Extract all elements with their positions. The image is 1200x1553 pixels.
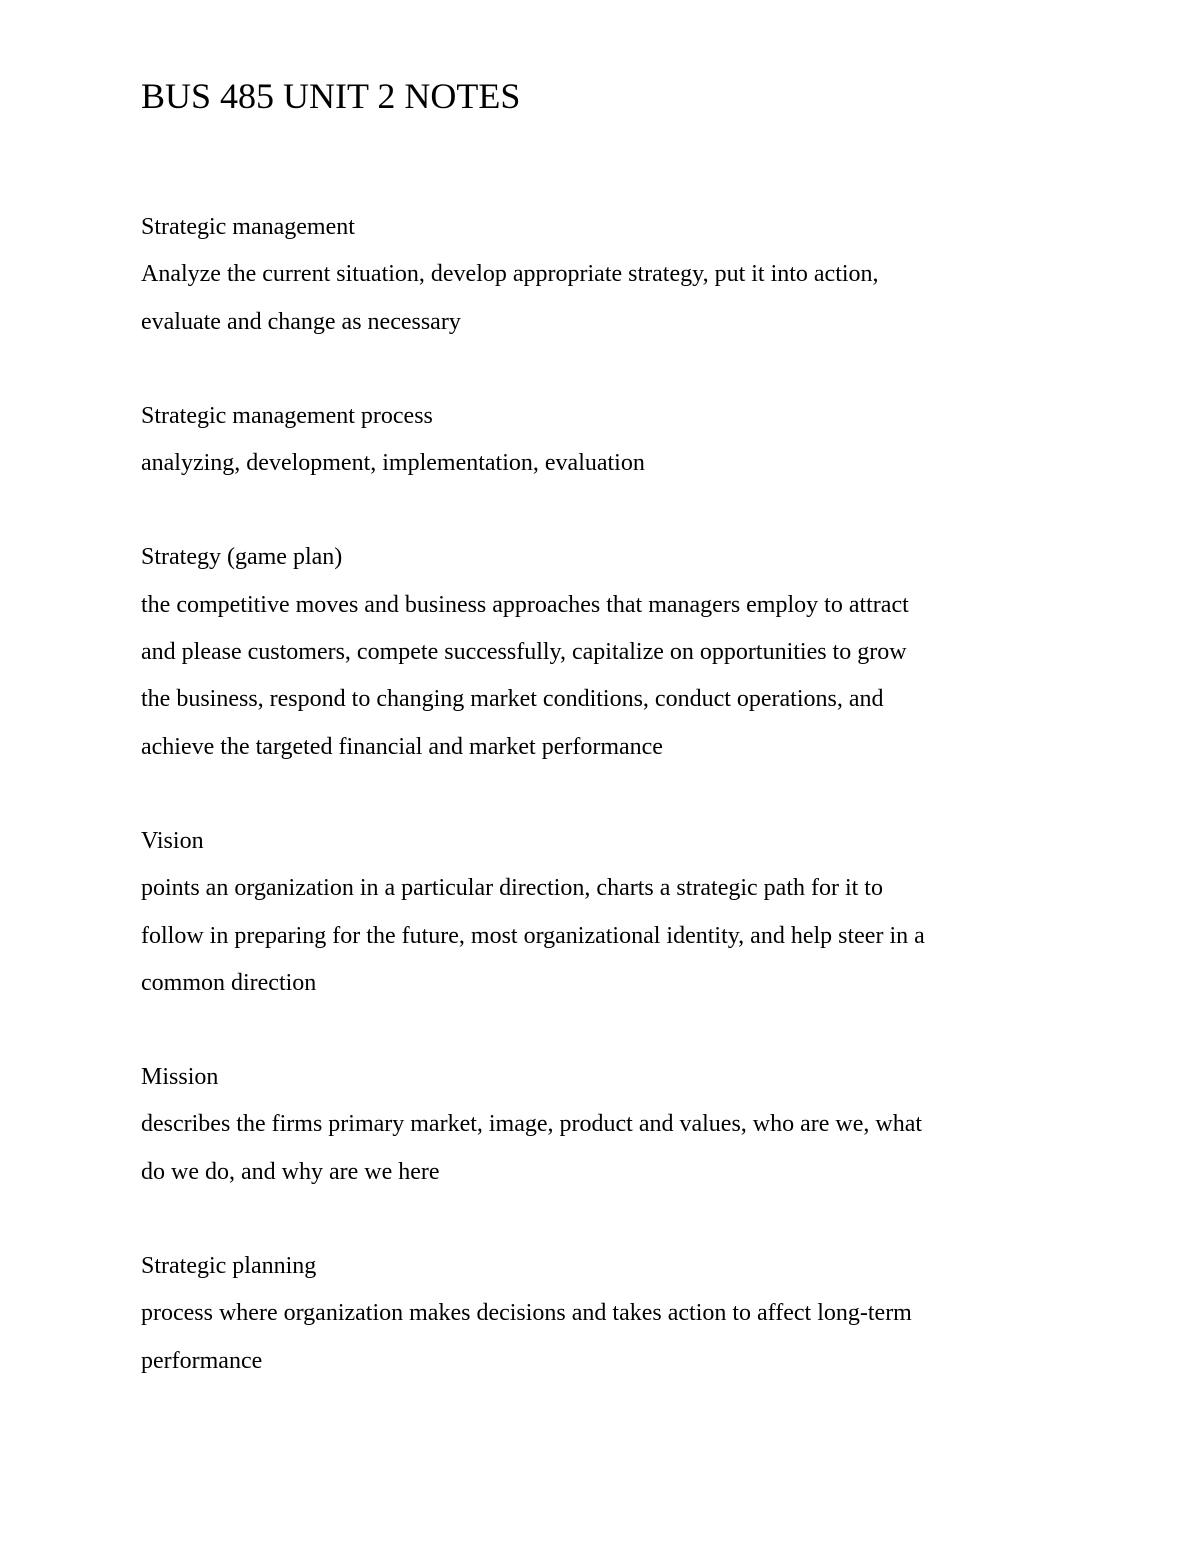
- note-definition-line: evaluate and change as necessary: [141, 308, 461, 335]
- note-definition-line: the business, respond to changing market conditions, conduct operations, and: [141, 686, 884, 713]
- note-term: Strategy (game plan): [141, 544, 343, 571]
- page-title: BUS 485 UNIT 2 NOTES: [141, 76, 521, 116]
- note-definition-line: points an organization in a particular direction, charts a strategic path for it to: [141, 875, 883, 902]
- note-definition-line: do we do, and why are we here: [141, 1158, 440, 1185]
- note-definition-line: and please customers, compete successfully, capitalize on opportunities to grow: [141, 639, 907, 666]
- note-section-vision: [141, 818, 1061, 1007]
- note-term: Strategic management: [141, 214, 355, 240]
- note-term: Strategic management process: [141, 402, 433, 429]
- note-section-strategic-management-process: [141, 393, 1061, 488]
- note-section-strategic-planning: [141, 1243, 1061, 1385]
- note-definition-line: process where organization makes decisions and takes action to affect long-term: [141, 1300, 912, 1327]
- document-content: [141, 74, 1061, 1432]
- note-definition-line: the competitive moves and business approaches that managers employ to attract: [141, 591, 909, 618]
- note-term: Strategic planning: [141, 1253, 317, 1280]
- note-definition-line: describes the firms primary market, image, product and values, who are we, what: [141, 1111, 923, 1138]
- note-definition-line: performance: [141, 1347, 263, 1374]
- note-definition-line: Analyze the current situation, develop appropriate strategy, put it into action,: [141, 261, 879, 288]
- note-definition-line: analyzing, development, implementation, evaluation: [141, 450, 645, 477]
- note-term: Vision: [141, 827, 204, 854]
- note-definition-line: common direction: [141, 969, 317, 996]
- note-section-strategic-management: [141, 204, 1061, 346]
- note-term: Mission: [141, 1064, 219, 1091]
- note-definition-line: follow in preparing for the future, most organizational identity, and help steer in a: [141, 922, 925, 949]
- note-section-strategy: [141, 534, 1061, 770]
- note-definition-line: achieve the targeted financial and market performance: [141, 733, 663, 760]
- note-section-mission: [141, 1054, 1061, 1196]
